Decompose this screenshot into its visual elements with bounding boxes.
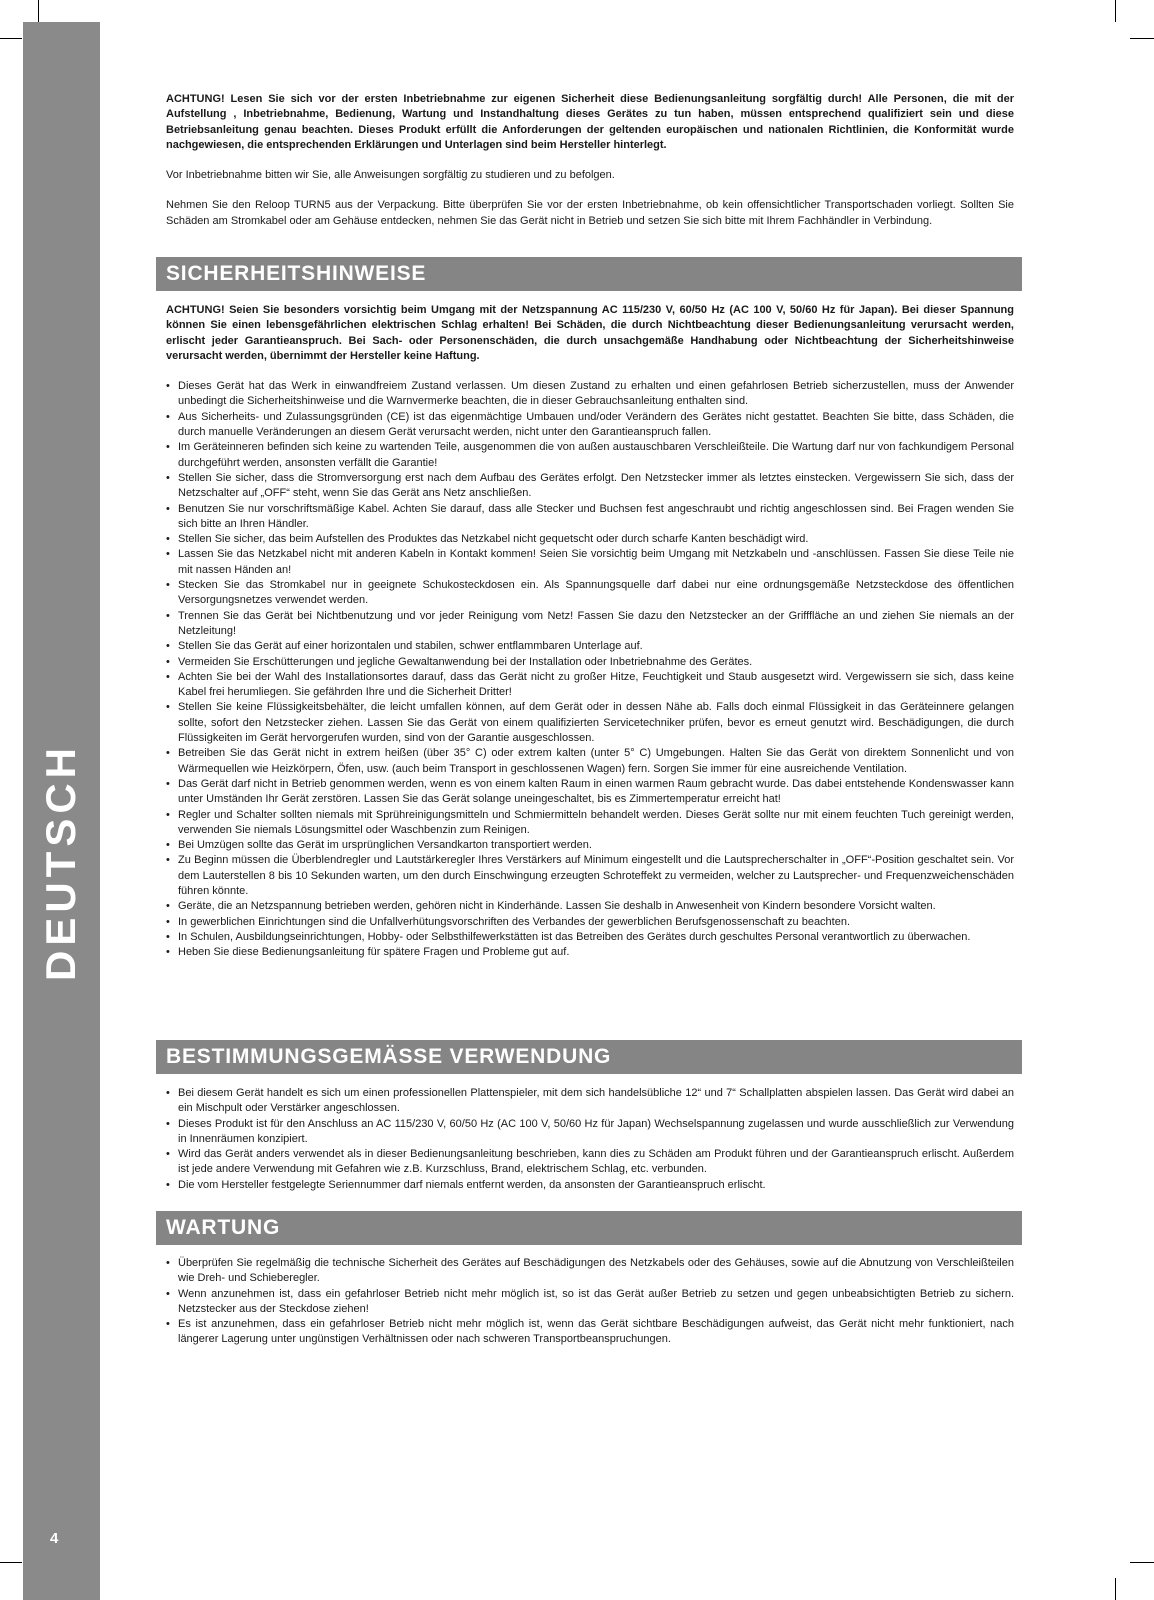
list-item: • Überprüfen Sie regelmäßig die technische Sicherheit des Gerätes auf Beschädigungen des Netzkabels oder des Gehäuses, sowie auf die Abnutzung von Verschleißteilen wie Dreh- und Schieberegler. <box>166 1256 1014 1287</box>
usage-section <box>166 1086 1014 1193</box>
list-item: • Es ist anzunehmen, dass ein gefahrloser Betrieb nicht mehr möglich ist, wenn das Gerät sichtbare Beschädigungen aufweist, das Gerät nicht mehr funktioniert, nach längerer Lagerung unter ungünstigen Verhältnissen oder nach schweren Transportbeanspruchungen. <box>166 1317 1014 1348</box>
list-item: • Aus Sicherheits- und Zulassungsgründen (CE) ist das eigenmächtige Umbauen und/oder Verändern des Gerätes nicht gestattet. Beachten Sie bitte, dass Schäden, die durch manuelle Veränderungen an diesem Gerät verursacht werden, nicht unter den Garantieanspruch fallen. <box>166 410 1014 441</box>
list-item: • Das Gerät darf nicht in Betrieb genommen werden, wenn es von einem kalten Raum in einen warmen Raum gebracht wurde. Das dabei entstehende Kondenswasser kann unter Umständen Ihr Gerät zerstören. Lassen Sie das Gerät solange uneingeschaltet, bis es Zimmertemperatur erreicht hat! <box>166 777 1014 808</box>
list-item: • Zu Beginn müssen die Überblendregler und Lautstärkeregler Ihres Verstärkers auf Minimum eingestellt und die Lautsprecherschalter in „OFF“-Position geschaltet sein. Vor dem Lauterstellen 8 bis 10 Sekunden warten, um den durch Einschwingung erzeugten Schroteffekt zu vermeiden, welcher zu Lautsprecher- und Frequenzweichenschäden führen könnte. <box>166 853 1014 899</box>
list-item: • Stecken Sie das Stromkabel nur in geeignete Schukosteckdosen ein. Als Spannungsquelle darf dabei nur eine ordnungsgemäße Netzsteckdose des öffentlichen Versorgungsnetzes verwendet werden. <box>166 578 1014 609</box>
crop-mark <box>1130 1562 1154 1563</box>
crop-mark <box>1115 0 1116 22</box>
safety-list <box>166 379 1014 960</box>
section-heading: BESTIMMUNGSGEMÄSSE VERWENDUNG <box>166 1045 612 1068</box>
section-heading-bar <box>156 1211 1022 1245</box>
list-item: • Stellen Sie sicher, das beim Aufstellen des Produktes das Netzkabel nicht gequetscht oder durch scharfe Kanten beschädigt wird. <box>166 532 1014 547</box>
list-item: • In gewerblichen Einrichtungen sind die Unfallverhütungsvorschriften des Verbandes der gewerblichen Berufsgenossenschaft zu beachten. <box>166 915 1014 930</box>
language-tab-label: DEUTSCH <box>37 742 84 982</box>
list-item: • Dieses Produkt ist für den Anschluss an AC 115/230 V, 60/50 Hz (AC 100 V, 50/60 Hz für Japan) Wechselspannung zugelassen und wurde ausschließlich zur Verwendung in Innenräumen konzipiert. <box>166 1117 1014 1148</box>
maintenance-section <box>166 1256 1014 1348</box>
list-item: • Achten Sie bei der Wahl des Installationsortes darauf, dass das Gerät nicht zu großer Hitze, Feuchtigkeit und Staub ausgesetzt wird. Vergewissern sie sich, dass keine Kabel frei herumliegen. Sie gefährden Ihre und die Sicherheit Dritter! <box>166 670 1014 701</box>
list-item: • Bei diesem Gerät handelt es sich um einen professionellen Plattenspieler, mit dem sich handelsübliche 12“ und 7“ Schallplatten abspielen lassen. Das Gerät wird dabei an ein Mischpult oder Verstärker angeschlossen. <box>166 1086 1014 1117</box>
list-item: • Wird das Gerät anders verwendet als in dieser Bedienungsanleitung beschrieben, kann dies zu Schäden am Produkt führen und der Garantieanspruch erlischt. Außerdem ist jede andere Verwendung mit Gefahren wie z.B. Kurzschluss, Brand, elektrischem Schlag, etc. verbunden. <box>166 1147 1014 1178</box>
list-item: • Benutzen Sie nur vorschriftsmäßige Kabel. Achten Sie darauf, dass alle Stecker und Buchsen fest angeschraubt und richtig angeschlossen sind. Bei Fragen wenden Sie sich bitte an Ihren Händler. <box>166 502 1014 533</box>
intro-paragraph: Nehmen Sie den Reloop TURN5 aus der Verpackung. Bitte überprüfen Sie vor der ersten Inbetriebnahme, ob kein offensichtlicher Transportschaden vorliegt. Sollten Sie Schäden am Stromkabel oder am Gehäuse entdecken, nehmen Sie das Gerät nicht in Betrieb und setzen Sie sich bitte mit Ihrem Fachhändler in Verbindung. <box>166 199 1014 227</box>
crop-mark <box>1115 1578 1116 1600</box>
section-heading: SICHERHEITSHINWEISE <box>166 262 427 285</box>
list-item: • Trennen Sie das Gerät bei Nichtbenutzung und vor jeder Reinigung vom Netz! Fassen Sie dazu den Netzstecker an der Grifffläche an und ziehen Sie niemals an der Netzleitung! <box>166 609 1014 640</box>
list-item: • Betreiben Sie das Gerät nicht in extrem heißen (über 35° C) oder extrem kalten (unter 5° C) Umgebungen. Halten Sie das Gerät von direktem Sonnenlicht und von Wärmequellen wie Heizkörpern, Öfen, usw. (auch beim Transport in geschlossenen Wagen) fern. Sorgen Sie immer für eine ausreichende Ventilation. <box>166 746 1014 777</box>
safety-section <box>166 303 1014 960</box>
list-item: • Regler und Schalter sollten niemals mit Sprühreinigungsmitteln und Schmiermitteln behandelt werden. Dieses Gerät sollte nur mit einem feuchten Tuch gereinigt werden, verwenden Sie niemals Lösungsmittel oder Waschbenzin zum Reinigen. <box>166 808 1014 839</box>
list-item: • Bei Umzügen sollte das Gerät im ursprünglichen Versandkarton transportiert werden. <box>166 838 1014 853</box>
list-item: • In Schulen, Ausbildungseinrichtungen, Hobby- oder Selbsthilfewerkstätten ist das Betreiben des Gerätes durch geschultes Personal verantwortlich zu überwachen. <box>166 930 1014 945</box>
list-item: • Die vom Hersteller festgelegte Seriennummer darf niemals entfernt werden, da ansonsten der Garantieanspruch erlischt. <box>166 1178 1014 1193</box>
safety-warning: ACHTUNG! Seien Sie besonders vorsichtig beim Umgang mit der Netzspannung AC 115/230 V, 60/50 Hz (AC 100 V, 50/60 Hz für Japan). Bei dieser Spannung können Sie einen lebensgefährlichen elektrischen Schlag erhalten! Bei Schäden, die durch Nichtbeachtung dieser Bedienungsanleitung verursacht werden, erlischt jeder Garantieanspruch. Bei Sach- oder Personenschäden, die durch unsachgemäße Handhabung oder Nichtbeachtung der Sicherheitshinweise verursacht werden, übernimmt der Hersteller keine Haftung. <box>166 304 1014 362</box>
list-item: • Geräte, die an Netzspannung betrieben werden, gehören nicht in Kinderhände. Lassen Sie deshalb in Anwesenheit von Kindern besondere Vorsicht walten. <box>166 899 1014 914</box>
section-heading-bar <box>156 1040 1022 1074</box>
language-sidebar <box>23 22 100 1600</box>
crop-mark <box>0 1562 22 1563</box>
list-item: • Im Geräteinneren befinden sich keine zu wartenden Teile, ausgenommen die von außen austauschbaren Verschleißteile. Die Wartung darf nur von fachkundigem Personal durchgeführt werden, ansonsten verfällt die Garantie! <box>166 440 1014 471</box>
list-item: • Vermeiden Sie Erschütterungen und jegliche Gewaltanwendung bei der Installation oder Inbetriebnahme des Gerätes. <box>166 655 1014 670</box>
list-item: • Stellen Sie keine Flüssigkeitsbehälter, die leicht umfallen können, auf dem Gerät oder in dessen Nähe ab. Falls doch einmal Flüssigkeit in das Geräteinnere gelangen sollte, sofort den Netzstecker ziehen. Lassen Sie das Gerät von einem qualifizierten Servicetechniker prüfen, bevor es erneut genutzt wird. Beschädigungen, die durch Flüssigkeiten im Gerät hervorgerufen wurden, sind von der Garantie ausgeschlossen. <box>166 700 1014 746</box>
list-item: • Stellen Sie das Gerät auf einer horizontalen und stabilen, schwer entflammbaren Unterlage auf. <box>166 639 1014 654</box>
list-item: • Wenn anzunehmen ist, dass ein gefahrloser Betrieb nicht mehr möglich ist, so ist das Gerät außer Betrieb zu setzen und gegen unbeabsichtigten Betrieb zu sichern. Netzstecker aus der Steckdose ziehen! <box>166 1287 1014 1318</box>
list-item: • Dieses Gerät hat das Werk in einwandfreiem Zustand verlassen. Um diesen Zustand zu erhalten und einen gefahrlosen Betrieb sicherzustellen, muss der Anwender unbedingt die Sicherheitshinweise und die Warnvermerke beachten, die in dieser Gebrauchsanleitung enthalten sind. <box>166 379 1014 410</box>
usage-list <box>166 1086 1014 1193</box>
intro-section <box>166 92 1014 244</box>
section-heading: WARTUNG <box>166 1216 281 1239</box>
intro-paragraph: Vor Inbetriebnahme bitten wir Sie, alle Anweisungen sorgfältig zu studieren und zu befolgen. <box>166 169 615 182</box>
crop-mark <box>1130 38 1154 39</box>
list-item: • Heben Sie diese Bedienungsanleitung für spätere Fragen und Probleme gut auf. <box>166 945 1014 960</box>
list-item: • Stellen Sie sicher, dass die Stromversorgung erst nach dem Aufbau des Gerätes erfolgt. Den Netzstecker immer als letztes einstecken. Vergewissern Sie sich, dass der Netzschalter auf „OFF“ steht, wenn Sie das Gerät ans Netz anschließen. <box>166 471 1014 502</box>
page-number: 4 <box>50 1530 59 1547</box>
crop-mark <box>0 38 22 39</box>
intro-warning: ACHTUNG! Lesen Sie sich vor der ersten Inbetriebnahme zur eigenen Sicherheit diese Bedienungsanleitung sorgfältig durch! Alle Personen, die mit der Aufstellung , Inbetriebnahme, Bedienung, Wartung und Instandhaltung dieses Gerätes zu tun haben, müssen entsprechend qualifiziert sein und diese Betriebsanleitung genau beachten. Dieses Produkt erfüllt die Anforderungen der geltenden europäischen und nationalen Richtlinien, die Konformität wurde nachgewiesen, die entsprechenden Erklärungen und Unterlagen sind beim Hersteller hinterlegt. <box>166 93 1014 151</box>
list-item: • Lassen Sie das Netzkabel nicht mit anderen Kabeln in Kontakt kommen! Seien Sie vorsichtig beim Umgang mit Netzkabeln und -anschlüssen. Fassen Sie diese Teile nie mit nassen Händen an! <box>166 547 1014 578</box>
crop-mark <box>38 0 39 22</box>
section-heading-bar <box>156 257 1022 291</box>
maintenance-list <box>166 1256 1014 1348</box>
